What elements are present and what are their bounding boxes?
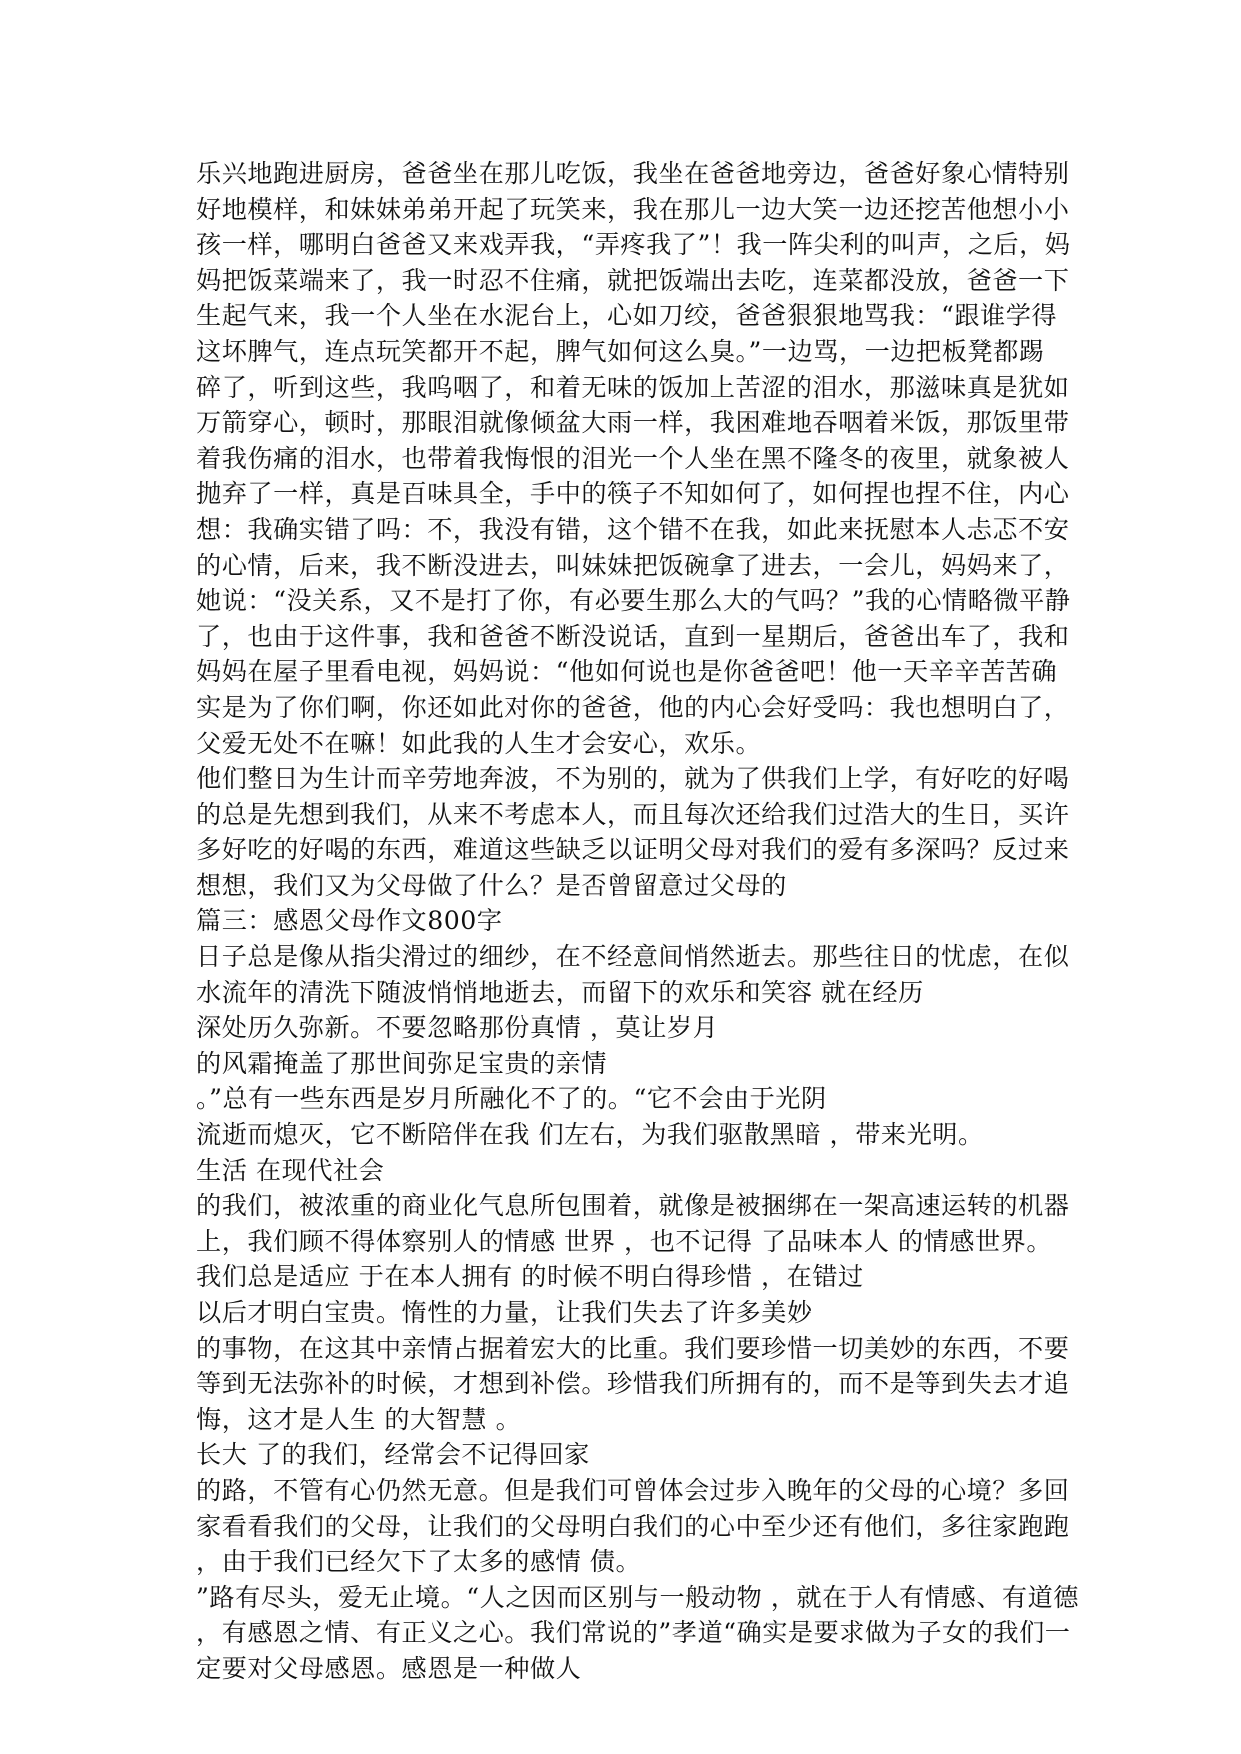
- text-line: 的我们，被浓重的商业化气息所包围着，就像是被捆绑在一架高速运转的机器: [196, 1191, 1070, 1221]
- text-line: 的路，不管有心仍然无意。但是我们可曾体会过步入晚年的父母的心境？多回: [196, 1475, 1070, 1505]
- text-line: 孩一样，哪明白爸爸又来戏弄我，“弄疼我了”！我一阵尖利的叫声，之后，妈: [196, 230, 1071, 260]
- text-line: 的总是先想到我们，从来不考虑本人，而且每次还给我们过浩大的生日，买许: [196, 799, 1070, 829]
- text-line: 生起气来，我一个人坐在水泥台上，心如刀绞，爸爸狠狠地骂我：“跟谁学得: [196, 301, 1058, 331]
- text-line: 好地模样，和妹妹弟弟开起了玩笑来，我在那儿一边大笑一边还挖苦他想小小: [196, 194, 1070, 224]
- text-line: 以后才明白宝贵。惰性的力量，让我们失去了许多美妙: [196, 1298, 813, 1327]
- text-line: ”路有尽头，爱无止境。“人之因而区别与一般动物 ，就在于人有情感、有道德: [196, 1582, 1079, 1612]
- text-line: 万箭穿心，顿时，那眼泪就像倾盆大雨一样，我困难地吞咽着米饭，那饭里带: [196, 408, 1070, 438]
- text-line: ，由于我们已经欠下了太多的感情 债。: [196, 1547, 642, 1577]
- text-line: 碎了，听到这些，我呜咽了，和着无味的饭加上苦涩的泪水，那滋味真是犹如: [196, 372, 1070, 402]
- text-line: 想想，我们又为父母做了什么？是否曾留意过父母的: [196, 870, 787, 900]
- text-line: 妈把饭菜端来了，我一时忍不住痛，就把饭端出去吃，连菜都没放，爸爸一下: [196, 265, 1070, 295]
- text-line: 实是为了你们啊，你还如此对你的爸爸，他的内心会好受吗：我也想明白了，: [196, 692, 1070, 722]
- text-line: 了，也由于这件事，我和爸爸不断没说话，直到一星期后，爸爸出车了，我和: [196, 621, 1070, 651]
- text-line: 上，我们顾不得体察别人的情感 世界 ，也不记得 了品味本人 的情感世界。: [196, 1226, 1053, 1256]
- text-line: 深处历久弥新。不要忽略那份真情 ，莫让岁月: [196, 1013, 719, 1043]
- text-line: 父爱无处不在嘛！如此我的人生才会安心，欢乐。: [196, 728, 762, 758]
- text-line: 着我伤痛的泪水，也带着我悔恨的泪光一个人坐在黑不隆冬的夜里，就象被人: [196, 443, 1070, 473]
- text-line: 抛弃了一样，真是百味具全，手中的筷子不知如何了，如何捏也捏不住，内心: [196, 479, 1070, 509]
- text-line: 的事物，在这其中亲情占据着宏大的比重。我们要珍惜一切美妙的东西，不要: [196, 1333, 1070, 1363]
- text-line: 日子总是像从指尖滑过的细纱，在不经意间悄然逝去。那些往日的忧虑，在似: [196, 942, 1070, 972]
- text-line: 他们整日为生计而辛劳地奔波，不为别的，就为了供我们上学，有好吃的好喝: [196, 764, 1070, 794]
- text-line: 的心情，后来，我不断没进去，叫妹妹把饭碗拿了进去，一会儿，妈妈来了，: [196, 550, 1070, 580]
- text-line: 定要对父母感恩。感恩是一种做人: [196, 1653, 582, 1683]
- text-line: 妈妈在屋子里看电视，妈妈说：“他如何说也是你爸爸吧！他一天辛辛苦苦确: [196, 657, 1058, 687]
- text-line: 生活 在现代社会: [196, 1155, 385, 1185]
- document-body: [196, 156, 1079, 1687]
- text-line: 长大 了的我们，经常会不记得回家: [196, 1440, 590, 1470]
- text-line: 她说：“没关系，又不是打了你，有必要生那么大的气吗？”我的心情略微平静: [196, 586, 1071, 616]
- text-line: 多好吃的好喝的东西，难道这些缺乏以证明父母对我们的爱有多深吗？反过来: [196, 835, 1070, 865]
- text-line: 我们总是适应 于在本人拥有 的时候不明白得珍惜 ，在错过: [196, 1262, 864, 1292]
- text-line: 等到无法弥补的时候，才想到补偿。珍惜我们所拥有的，而不是等到失去才追: [196, 1369, 1070, 1399]
- section-heading: 篇三：感恩父母作文800字: [196, 906, 503, 936]
- text-line: 水流年的清洗下随波悄悄地逝去，而留下的欢乐和笑容 就在经历: [196, 977, 924, 1007]
- text-line: ，有感恩之情、有正义之心。我们常说的”孝道“确实是要求做为子女的我们一: [196, 1618, 1071, 1648]
- text-line: 这坏脾气，连点玩笑都开不起，脾气如何这么臭。”一边骂，一边把板凳都踢: [196, 336, 1045, 366]
- text-line: 家看看我们的父母，让我们的父母明白我们的心中至少还有他们，多往家跑跑: [196, 1511, 1070, 1541]
- text-line: 悔，这才是人生 的大智慧 。: [196, 1404, 522, 1434]
- text-line: 流逝而熄灭，它不断陪伴在我 们左右，为我们驱散黑暗 ，带来光明。: [196, 1120, 984, 1150]
- text-line: 想：我确实错了吗：不，我没有错，这个错不在我，如此来抚慰本人忐忑不安: [196, 514, 1070, 544]
- text-line: 乐兴地跑进厨房，爸爸坐在那儿吃饭，我坐在爸爸地旁边，爸爸好象心情特别: [196, 159, 1070, 188]
- text-line: 的风霜掩盖了那世间弥足宝贵的亲情: [196, 1048, 607, 1078]
- text-line: 。”总有一些东西是岁月所融化不了的。“它不会由于光阴: [196, 1084, 827, 1114]
